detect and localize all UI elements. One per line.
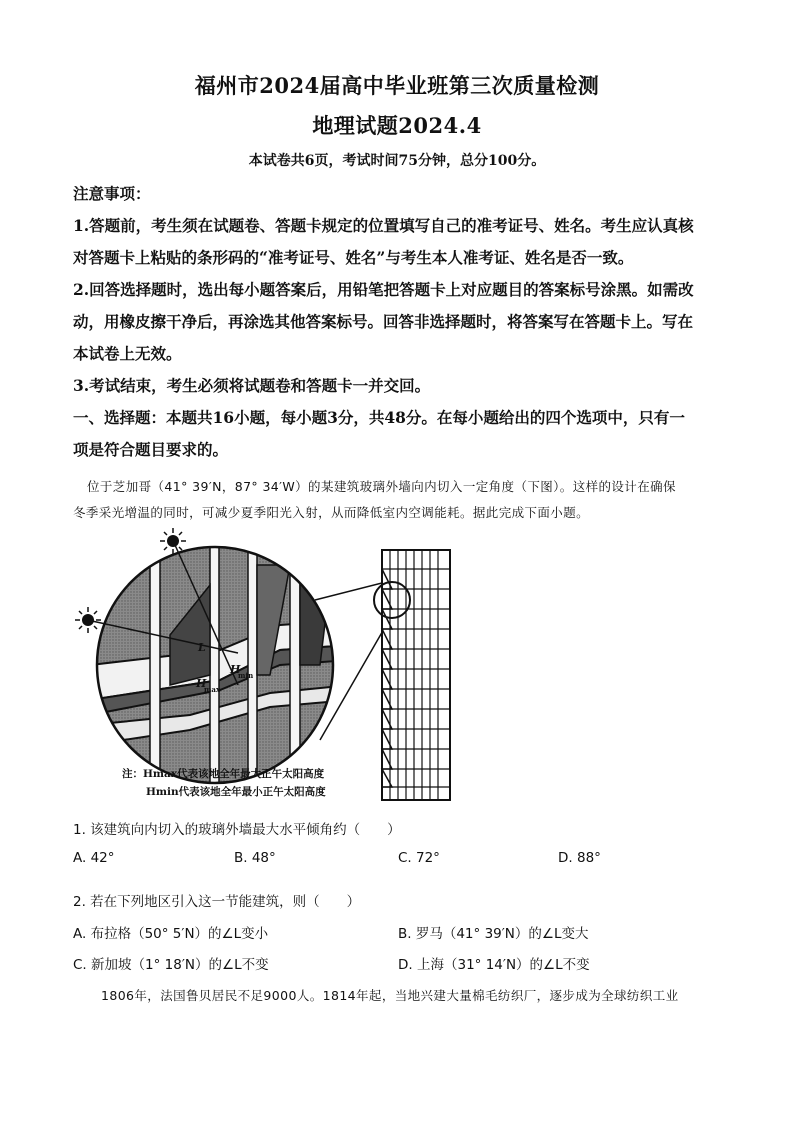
- building-figure: [70, 525, 470, 810]
- q2-option-a: A. 布拉格（50° 5′N）的∠L变小: [73, 926, 269, 942]
- notice-item-2b: 动，用橡皮擦干净后，再涂选其他答案标号。回答非选择题时，将答案写在答题卡上。写在: [73, 312, 694, 331]
- q2-option-c: C. 新加坡（1° 18′N）的∠L不变: [73, 957, 269, 973]
- notice-item-1a: 1.答题前，考生须在试题卷、答题卡规定的位置填写自己的准考证号、姓名。考生应认真核: [73, 216, 694, 235]
- q2-option-b: B. 罗马（41° 39′N）的∠L变大: [398, 926, 589, 942]
- exam-subject: 地理试题2024.4: [312, 113, 482, 138]
- material-1-line2: 冬季采光增温的同时，可减少夏季阳光入射，从而降低室内空调能耗。据此完成下面小题。: [73, 505, 590, 520]
- notice-item-3: 3.考试结束，考生必须将试题卷和答题卡一并交回。: [73, 376, 431, 395]
- label-hmin: H: [230, 663, 241, 676]
- q1-option-a: A. 42°: [73, 850, 115, 866]
- question-2-stem: 2. 若在下列地区引入这一节能建筑，则（ ）: [73, 894, 361, 910]
- q2-option-d: D. 上海（31° 14′N）的∠L不变: [398, 957, 590, 973]
- notice-heading: 注意事项：: [73, 184, 151, 203]
- q1-option-d: D. 88°: [558, 850, 601, 866]
- notice-block: [73, 178, 723, 466]
- q1-option-c: C. 72°: [398, 850, 440, 866]
- material-2-line1: 1806年，法国鲁贝居民不足9000人。1814年起，当地兴建大量棉毛纺织厂，逐步成为全球纺织工业: [101, 988, 679, 1003]
- question-1-stem: 1. 该建筑向内切入的玻璃外墙最大水平倾角约（ ）: [73, 822, 401, 838]
- notice-item-1b: 对答题卡上粘贴的条形码的“准考证号、姓名”与考生本人准考证、姓名是否一致。: [73, 248, 634, 267]
- sun-icon-left: [75, 607, 101, 633]
- material-2: [73, 983, 723, 1009]
- exam-title: 福州市2024届高中毕业班第三次质量检测: [194, 73, 600, 98]
- figure-caption-1: 注：Hmax代表该地全年最大正午太阳高度: [122, 768, 325, 780]
- material-1: [73, 474, 723, 526]
- label-hmax: H: [196, 677, 207, 690]
- building-diagram: [70, 525, 470, 810]
- figure-caption-2: Hmin代表该地全年最小正午太阳高度: [146, 786, 326, 798]
- building-tower: [374, 550, 450, 800]
- label-hmin-sub: min: [238, 671, 254, 680]
- notice-item-2c: 本试卷上无效。: [73, 344, 182, 363]
- q1-option-b: B. 48°: [234, 850, 276, 866]
- material-1-line1: 位于芝加哥（41° 39′N，87° 34′W）的某建筑玻璃外墙向内切入一定角度（下图）。这样的设计在确保: [87, 479, 676, 494]
- label-angle-L: L: [198, 641, 206, 654]
- notice-item-2a: 2.回答选择题时，选出每小题答案后，用铅笔把答题卡上对应题目的答案标号涂黑。如需改: [73, 280, 694, 299]
- exam-info: 本试卷共6页，考试时间75分钟，总分100分。: [248, 153, 546, 169]
- label-hmax-sub: max: [204, 685, 221, 694]
- section-heading-1: 一、选择题：本题共16小题，每小题3分，共48分。在每小题给出的四个选项中，只有一: [73, 408, 685, 427]
- sun-icon-top: [160, 528, 186, 554]
- section-heading-2: 项是符合题目要求的。: [73, 440, 229, 459]
